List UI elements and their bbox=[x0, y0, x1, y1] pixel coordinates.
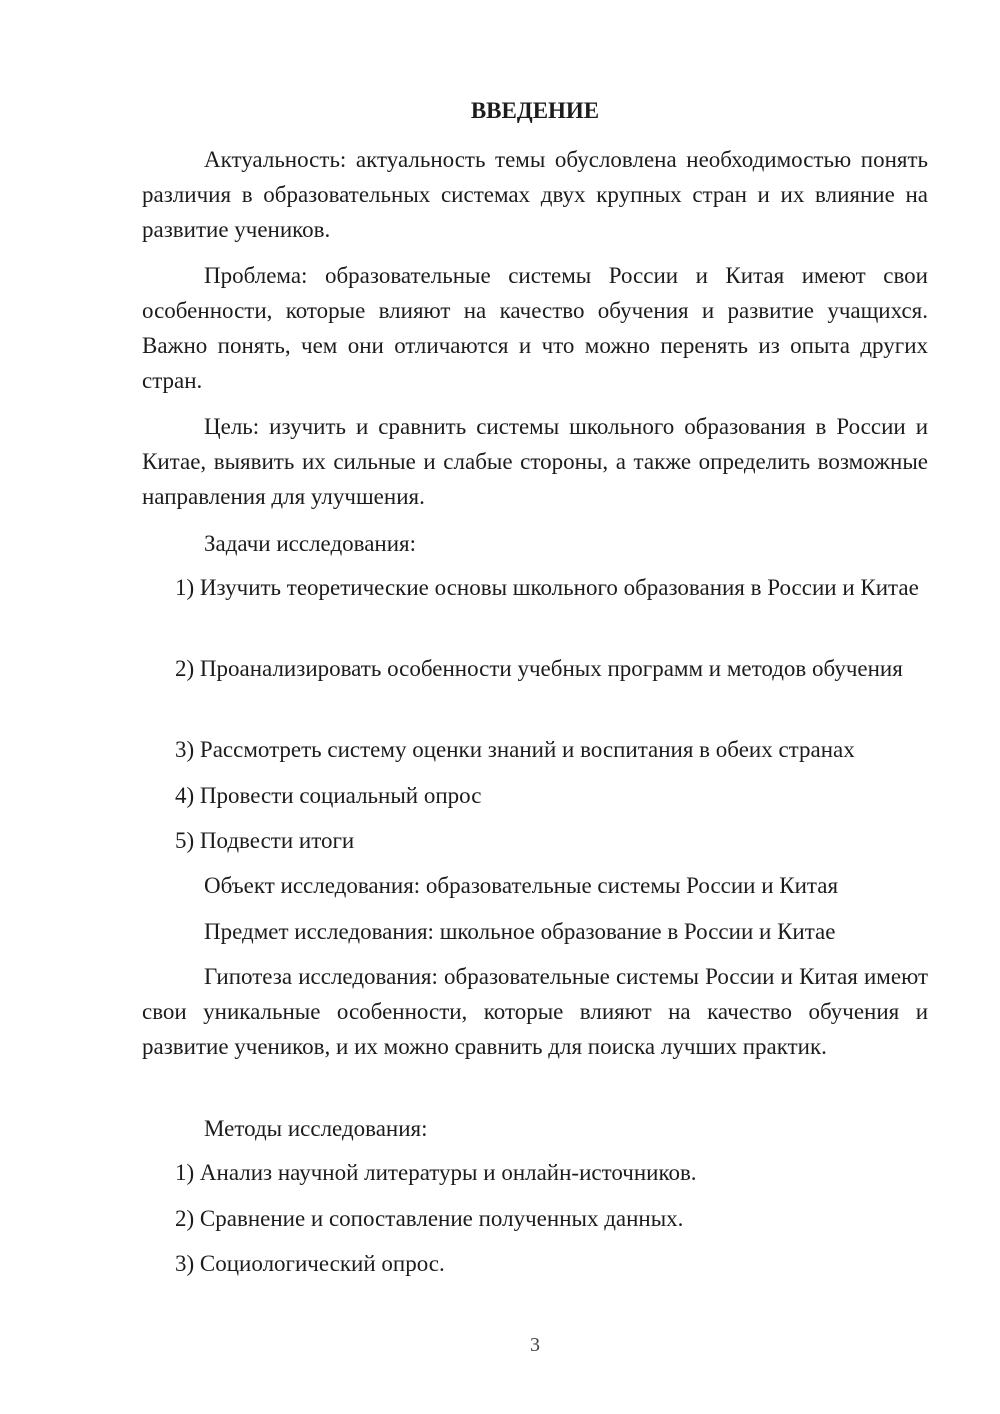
method-item: 2) Сравнение и сопоставление полученных данных. bbox=[175, 1206, 684, 1231]
task-item: 4) Провести социальный опрос bbox=[175, 783, 482, 808]
section-heading: ВВЕДЕНИЕ bbox=[470, 98, 600, 123]
problem-paragraph: Проблема: образовательные системы России и Китая имеют свои особенности, которые влияют на качество обучения и развитие учащихся. Важно понять, чем они отличаются и что можно перенять из опыта других стран. bbox=[142, 263, 928, 393]
page-number: 3 bbox=[530, 1334, 540, 1356]
tasks-heading: Задачи исследования: bbox=[204, 531, 417, 556]
task-item: 5) Подвести итоги bbox=[175, 828, 355, 853]
task-item: 3) Рассмотреть систему оценки знаний и воспитания в обеих странах bbox=[175, 737, 855, 762]
relevance-paragraph: Актуальность: актуальность темы обусловлена необходимостью понять различия в образовательных системах двух крупных стран и их влияние на развитие учеников. bbox=[142, 147, 928, 242]
hypothesis-paragraph: Гипотеза исследования: образовательные системы России и Китая имеют свои уникальные особенности, которые влияют на качество обучения и развитие учеников, и их можно сравнить для поиска лучших практик. bbox=[142, 964, 928, 1059]
object-paragraph: Объект исследования: образовательные системы России и Китая bbox=[204, 873, 839, 898]
methods-heading: Методы исследования: bbox=[204, 1116, 428, 1141]
method-item: 3) Социологический опрос. bbox=[175, 1251, 445, 1276]
goal-paragraph: Цель: изучить и сравнить системы школьного образования в России и Китае, выявить их сильные и слабые стороны, а также определить возможные направления для улучшения. bbox=[142, 414, 928, 509]
subject-paragraph: Предмет исследования: школьное образование в России и Китае bbox=[204, 919, 836, 944]
task-item: 2) Проанализировать особенности учебных программ и методов обучения bbox=[175, 656, 903, 681]
task-item: 1) Изучить теоретические основы школьного образования в России и Китае bbox=[175, 575, 919, 600]
method-item: 1) Анализ научной литературы и онлайн-источников. bbox=[175, 1160, 697, 1185]
